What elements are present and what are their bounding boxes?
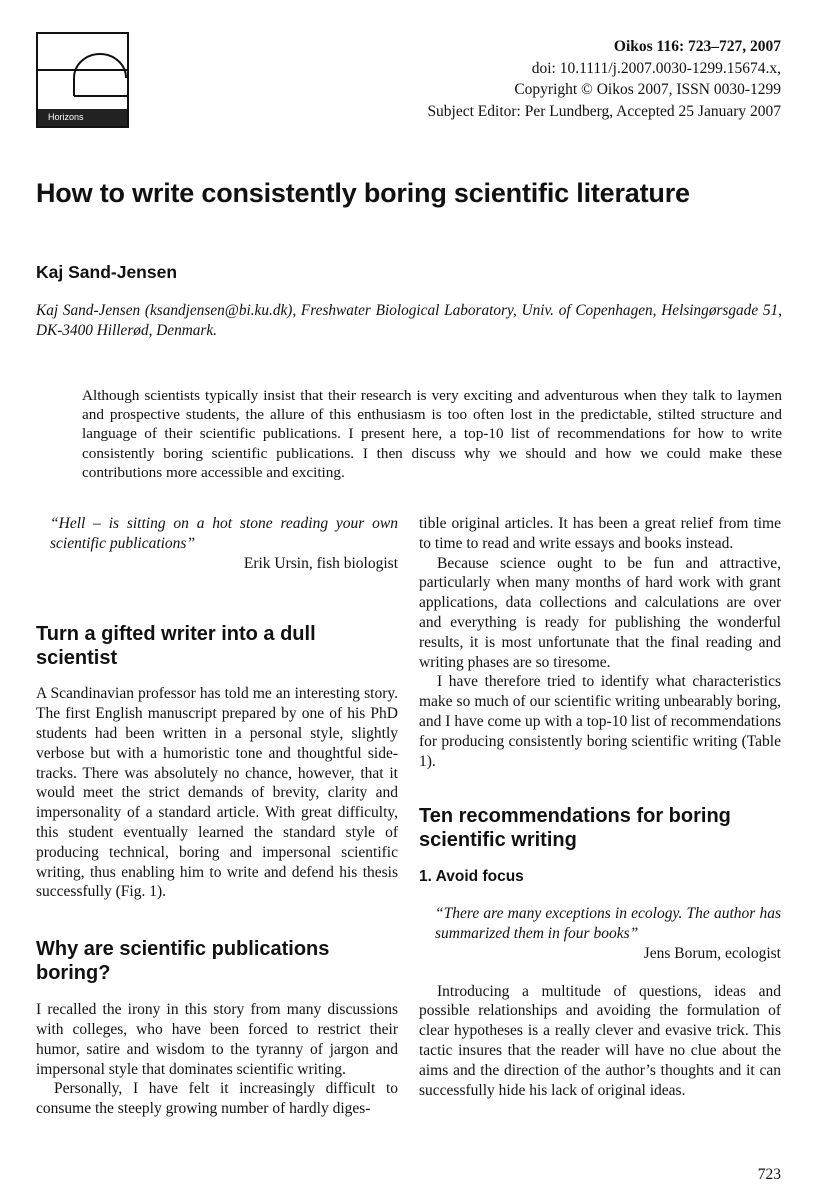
paragraph: Personally, I have felt it increasingly difficult to consume the steeply growing number of hardly diges- (36, 1080, 398, 1118)
author-name: Kaj Sand-Jensen (36, 262, 178, 282)
section-heading: Ten recommendations for boring scientific writing (419, 805, 731, 852)
paragraph: tible original articles. It has been a great relief from time to time to read and write essays and books instead. (419, 515, 781, 552)
doi: doi: 10.1111/j.2007.0030-1299.15674.x, (531, 59, 781, 77)
epigraph: “Hell – is sitting on a hot stone reading your own scientific publications” (50, 515, 398, 552)
abstract: Although scientists typically insist that their research is very exciting and adventurous when they talk to laymen and prospective students, the allure of this enthusiasm is too often lost in the predictable, stilted structure and language of their scientific publications. I present here, a top-10 list of recommendations for how to write consistently boring scientific publications. I then discuss why we should and how we could make these contributions more accessible and exciting. (82, 387, 782, 481)
subject-editor: Subject Editor: Per Lundberg, Accepted 25 January 2007 (427, 102, 781, 120)
author-affiliation: Kaj Sand-Jensen (ksandjensen@bi.ku.dk), Freshwater Biological Laboratory, Univ. of Copenhagen, Helsingørsgade 51, DK-3400 Hillerød, Denmark. (36, 302, 782, 339)
article-meta (427, 36, 781, 122)
epigraph-attribution: Erik Ursin, fish biologist (243, 554, 398, 572)
journal-logo (36, 32, 129, 128)
subsection-heading: 1. Avoid focus (419, 868, 524, 886)
epigraph: “There are many exceptions in ecology. The author has summarized them in four books” (435, 905, 781, 942)
paragraph: Introducing a multitude of questions, ideas and possible relationships and avoiding the formulation of clear hypotheses is a really clever and evasive trick. This tactic insures that the reader will have no clue about the aims and the direction of the author’s thoughts and it can successfully hide his lack of original ideas. (419, 982, 781, 1099)
paragraph: A Scandinavian professor has told me an interesting story. The first English manuscript prepared by one of his PhD students had been written in a personal style, slightly verbose but with a humoristic tone and thoughtful side-tracks. There was absolutely no chance, however, that it would meet the strict demands of brevity, clarity and impersonality of a standard article. With great difficulty, this student eventually learned the standard style of producing technical, boring and impersonal scientific writing, thus enabling him to write and defend his thesis successfully (Fig. 1). (36, 685, 398, 901)
paragraph: Because science ought to be fun and attractive, particularly when many months of hard work with grant applications, data collections and calculations are over and everything is ready for publishing the wonderful results, it is most unfortunate that the final reading and writing phases are so tiresome. (419, 554, 781, 671)
section-heading: Turn a gifted writer into a dull scientist (36, 623, 316, 670)
copyright: Copyright © Oikos 2007, ISSN 0030-1299 (514, 81, 781, 98)
epigraph-attribution: Jens Borum, ecologist (643, 944, 781, 962)
left-column (36, 514, 398, 1119)
logo-label: Horizons (38, 109, 127, 126)
journal-citation: Oikos 116: 723–727, 2007 (613, 38, 781, 55)
paragraph: I recalled the irony in this story from many discussions with colleges, who have been forced to restrict their humor, satire and wisdom to the tyranny of jargon and impersonal style that dominates scientific writing. (36, 1001, 398, 1078)
section-heading: Why are scientific publications boring? (36, 938, 330, 985)
paragraph: I have therefore tried to identify what characteristics make so much of our scientific writing unbearably boring, and I have come up with a top-10 list of recommendations for producing consistently boring scientific writing (Table 1). (419, 673, 781, 770)
right-column (419, 514, 781, 1100)
article-title: How to write consistently boring scientific literature (36, 178, 690, 208)
horizon-arc-icon (38, 34, 127, 109)
page-number: 723 (757, 1166, 781, 1183)
